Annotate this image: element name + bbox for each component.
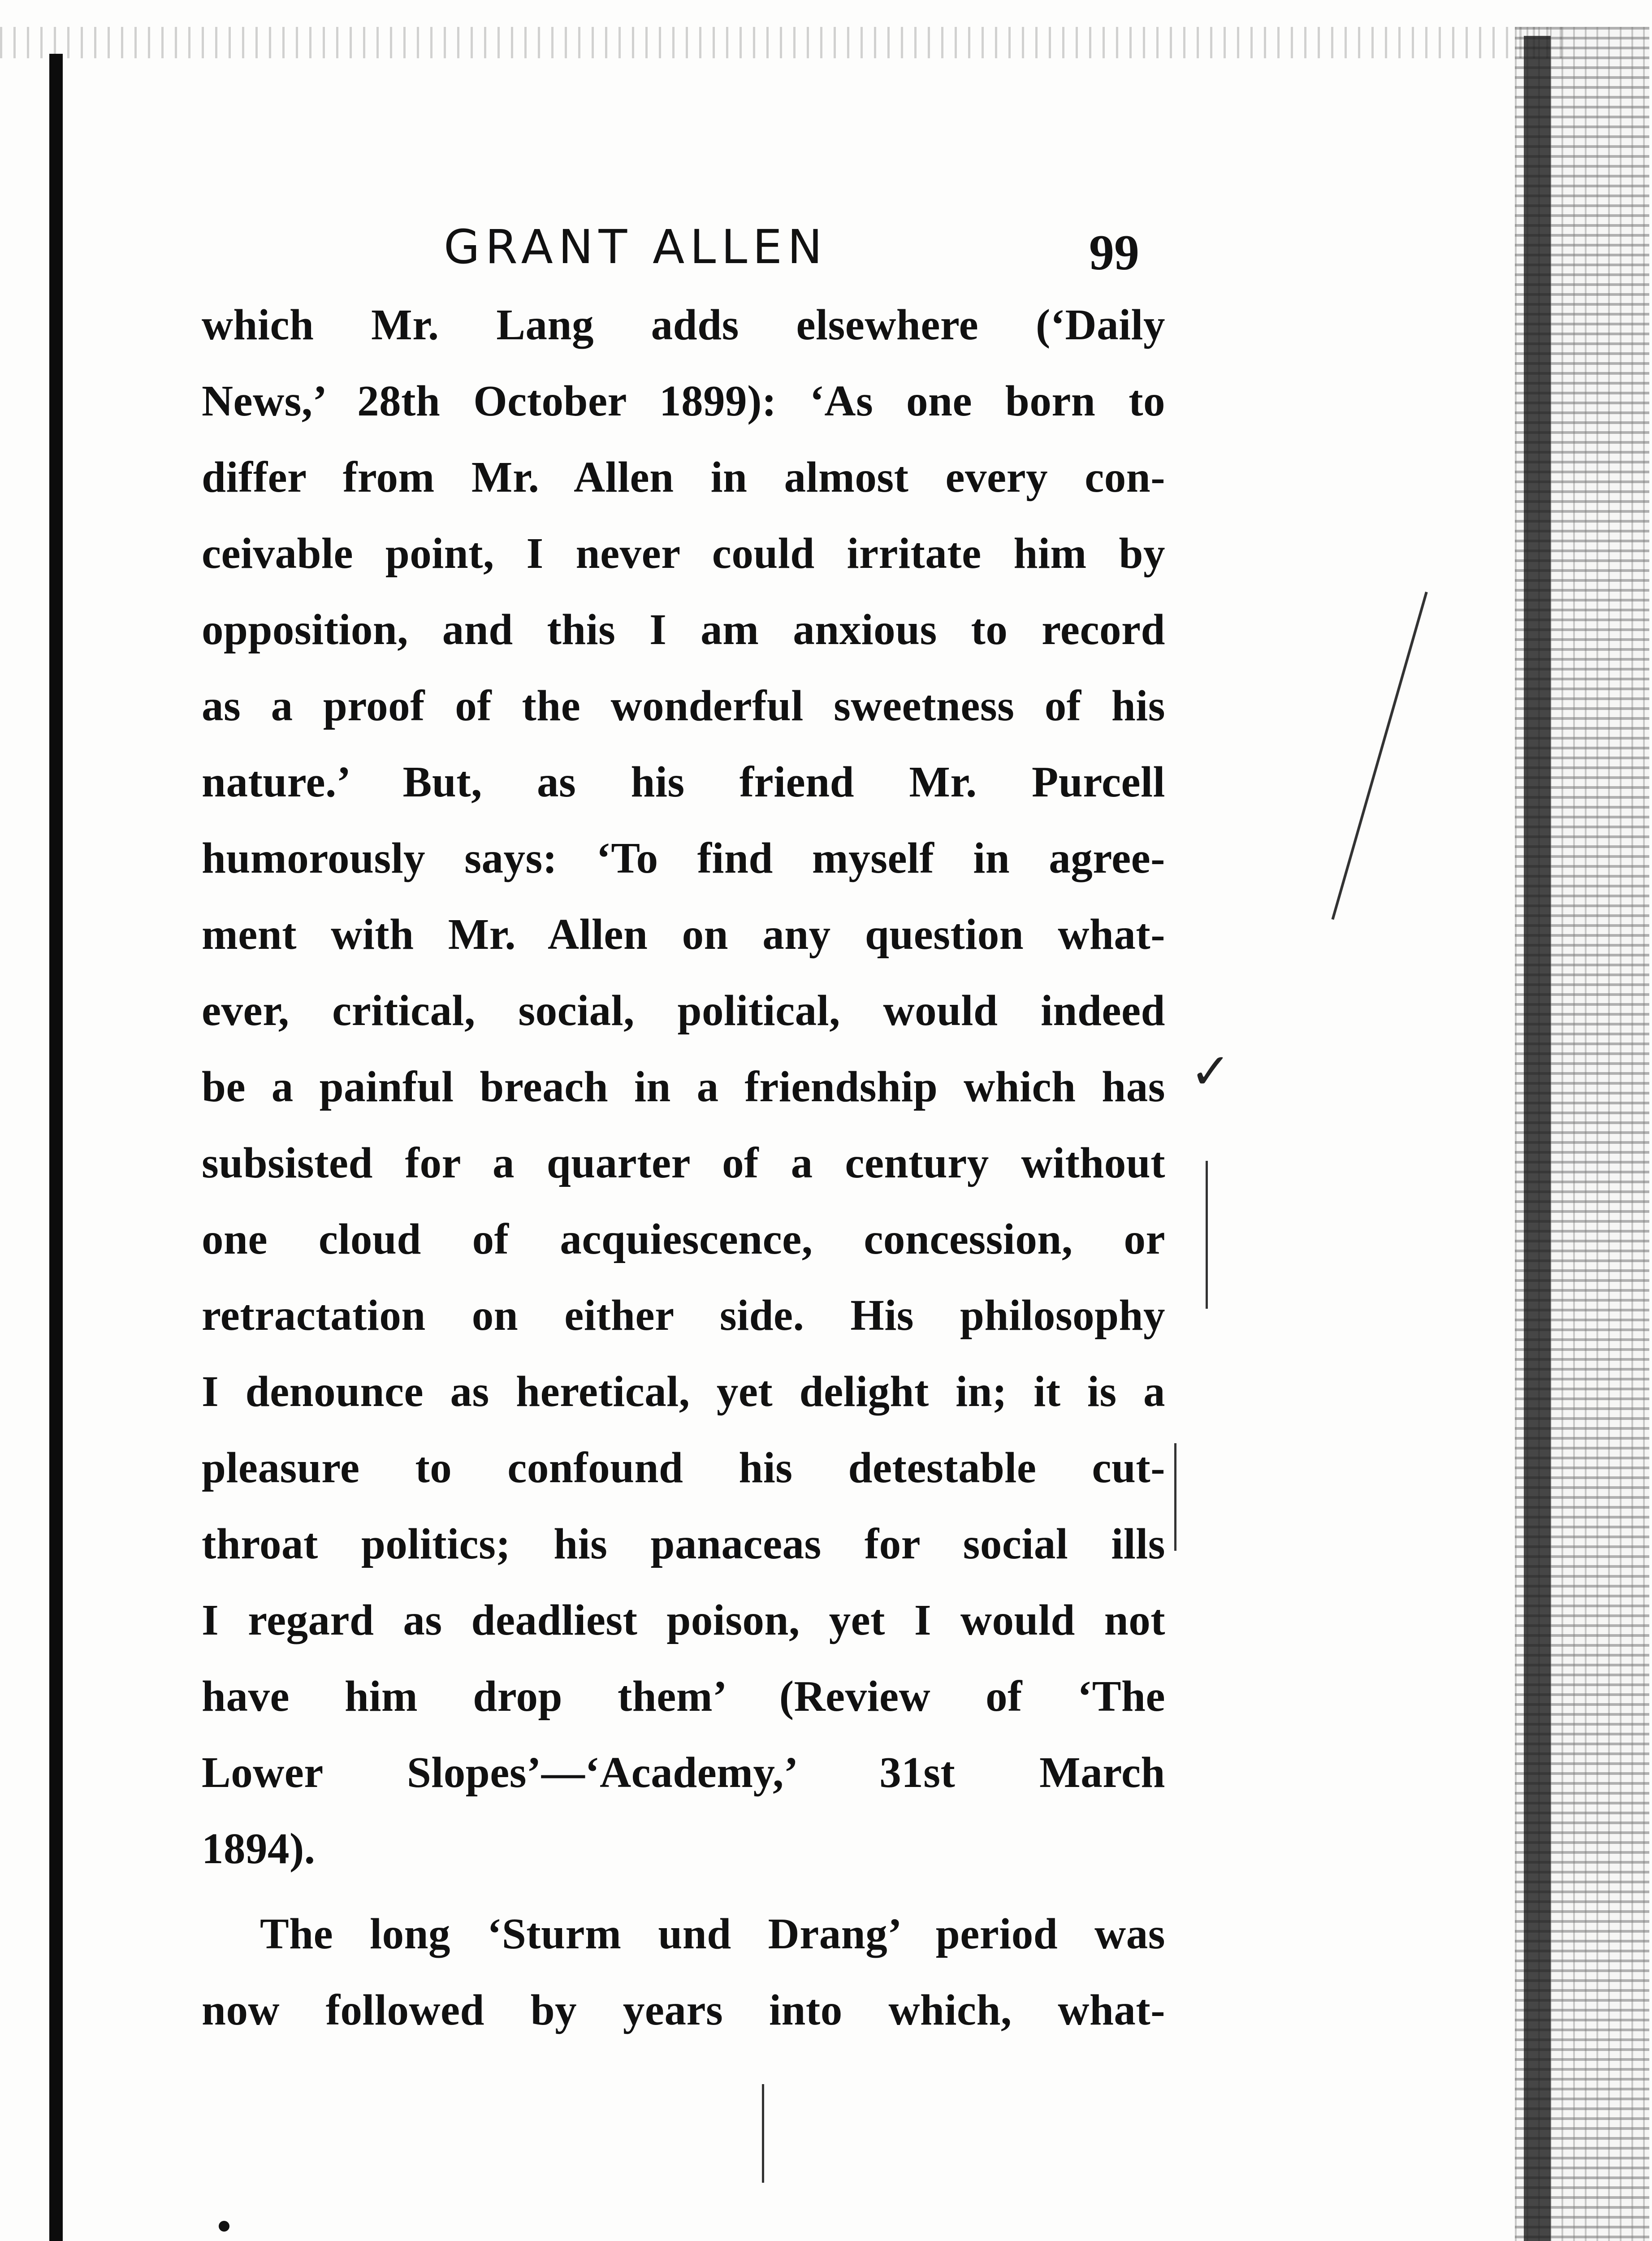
text-line: ment with Mr. Allen on any question what-	[202, 910, 1165, 958]
text-line: 1894).	[202, 1825, 316, 1873]
pencil-margin-line	[1332, 592, 1428, 920]
pencil-margin-line	[762, 2084, 764, 2183]
text-line: ceivable point, I never could irritate him by	[202, 529, 1165, 577]
text-line: The long ‘Sturm und Drang’ period was	[260, 1910, 1165, 1958]
text-line: as a proof of the wonderful sweetness of his	[202, 682, 1165, 730]
text-line: opposition, and this I am anxious to record	[202, 606, 1165, 653]
text-line: be a painful breach in a friendship which has	[202, 1063, 1165, 1111]
text-line: ever, critical, social, political, would indeed	[202, 986, 1165, 1034]
pencil-margin-line	[1206, 1161, 1208, 1309]
running-head-title: GRANT ALLEN	[444, 220, 828, 274]
pencil-check-mark: ✓	[1190, 1043, 1232, 1100]
text-line: pleasure to confound his detestable cut-	[202, 1444, 1165, 1492]
top-scan-noise	[0, 27, 1569, 58]
text-line: differ from Mr. Allen in almost every con-	[202, 453, 1165, 501]
text-line: I regard as deadliest poison, yet I would not	[202, 1596, 1165, 1644]
text-line: humorously says: ‘To find myself in agree-	[202, 834, 1165, 882]
text-line: News,’ 28th October 1899): ‘As one born to	[202, 377, 1165, 425]
text-block	[202, 211, 1165, 2048]
text-line: which Mr. Lang adds elsewhere (‘Daily	[202, 301, 1165, 349]
binding-edge	[49, 54, 63, 2241]
pencil-margin-line	[1174, 1443, 1176, 1551]
paragraph-gap	[202, 1887, 1165, 1896]
right-page-border	[1524, 36, 1551, 2241]
paragraph	[202, 287, 1165, 1887]
text-line: have him drop them’ (Review of ‘The	[202, 1672, 1165, 1720]
text-line: one cloud of acquiescence, concession, or	[202, 1215, 1165, 1263]
text-line: now followed by years into which, what-	[202, 1986, 1165, 2034]
text-line: retractation on either side. His philosophy	[202, 1291, 1165, 1339]
text-line: throat politics; his panaceas for social ills	[202, 1520, 1165, 1568]
text-line: Lower Slopes’—‘Academy,’ 31st March	[202, 1748, 1165, 1796]
text-line: I denounce as heretical, yet delight in; it is a	[202, 1367, 1165, 1415]
paragraph	[202, 1896, 1165, 2048]
running-head	[202, 211, 1165, 287]
text-line: nature.’ But, as his friend Mr. Purcell	[202, 758, 1165, 806]
text-line: subsisted for a quarter of a century without	[202, 1139, 1165, 1187]
ink-dot	[219, 2221, 229, 2232]
page-number: 99	[1089, 225, 1139, 281]
